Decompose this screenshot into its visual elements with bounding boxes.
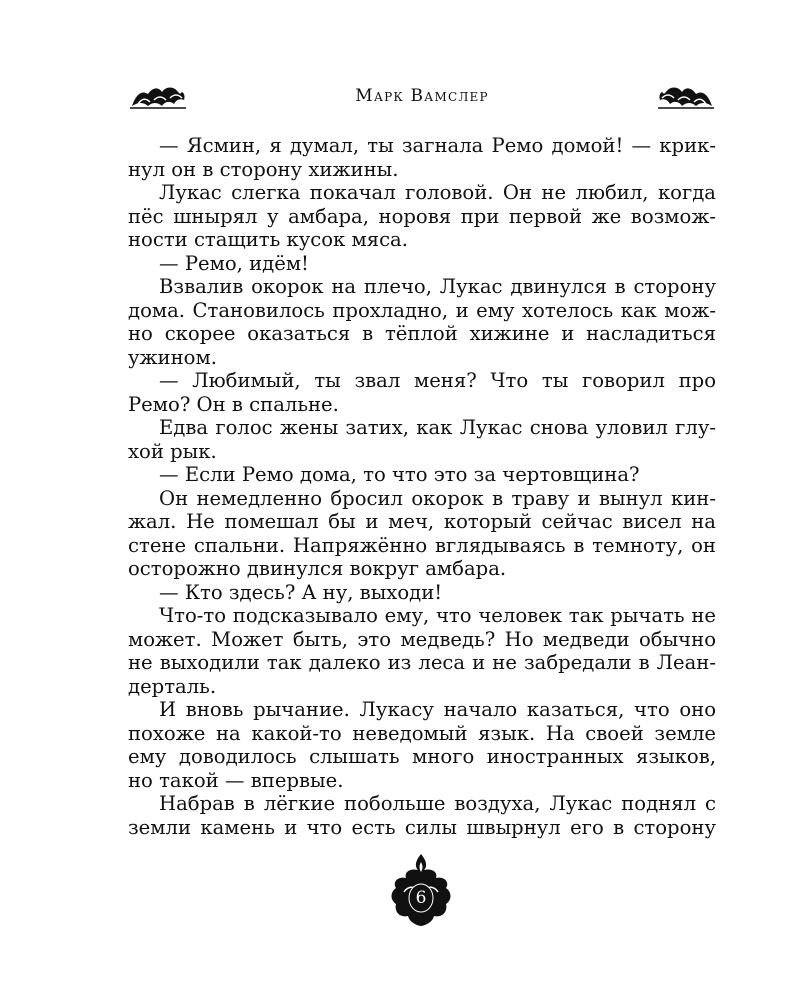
text-line: дерталь.: [128, 674, 217, 698]
text-line: Лукас слегка покачал головой. Он не любил, когда: [159, 181, 716, 204]
text-line: хой рык.: [128, 439, 217, 463]
text-line: Взвалив окорок на плечо, Лукас двинулся в сторону: [159, 275, 716, 298]
text-line: И вновь рычание. Лукасу начало казаться, что оно: [159, 698, 716, 721]
text-line: — Ясмин, я думал, ты загнала Ремо домой! — крик-: [159, 134, 716, 157]
text-line: может. Может быть, это медведь? Но медведи обычно: [128, 627, 716, 651]
text-line: ности стащить кусок мяса.: [128, 228, 408, 251]
text-line: Набрав в лёгкие побольше воздуха, Лукас поднял с: [159, 792, 716, 815]
text-line: похоже на какой-то неведомый язык. На своей земле: [128, 721, 716, 745]
text-line: дома. Становилось прохладно, и ему хотелось как мож-: [128, 298, 716, 322]
text-line: не выходили так далеко из леса и не забредали в Леан-: [128, 651, 716, 674]
dragon-ornament-icon: [656, 80, 716, 114]
text-line: Он немедленно бросил окорок в траву и вынул кин-: [159, 486, 716, 510]
text-line: пёс шнырял у амбара, норовя при первой же возмож-: [128, 204, 716, 228]
text-line: — Кто здесь? А ну, выходи!: [159, 580, 443, 604]
text-line: — Если Ремо дома, то что это за чертовщина?: [159, 463, 640, 486]
text-line: нул он в сторону хижины.: [128, 157, 399, 181]
page-header: [128, 80, 716, 114]
page-number: 6: [415, 888, 427, 908]
text-line: — Ремо, идём!: [159, 251, 309, 275]
text-line: но скорее оказаться в тёплой хижине и насладиться: [128, 322, 716, 345]
running-head: Марк Вамслер: [355, 86, 489, 106]
text-line: стене спальни. Напряжённо вглядываясь в темноту, он: [128, 533, 716, 557]
text-line: осторожно двинулся вокруг амбара.: [128, 557, 507, 580]
text-line: Что-то подсказывало ему, что человек так рычать не: [159, 604, 716, 627]
text-line: — Любимый, ты звал меня? Что ты говорил про: [159, 369, 716, 392]
text-line: жал. Не помешал бы и меч, который сейчас висел на: [128, 510, 716, 533]
text-line: Ремо? Он в спальне.: [128, 392, 339, 416]
text-line: земли камень и что есть силы швырнул его в сторону: [128, 815, 716, 839]
text-line: Едва голос жены затих, как Лукас снова уловил глу-: [159, 416, 716, 439]
body-text: [128, 134, 716, 839]
page-number-emblem: [386, 852, 456, 928]
text-line: ужином.: [128, 345, 217, 369]
text-line: ему доводилось слышать много иностранных языков,: [128, 745, 716, 768]
text-line: но такой — впервые.: [128, 768, 344, 792]
